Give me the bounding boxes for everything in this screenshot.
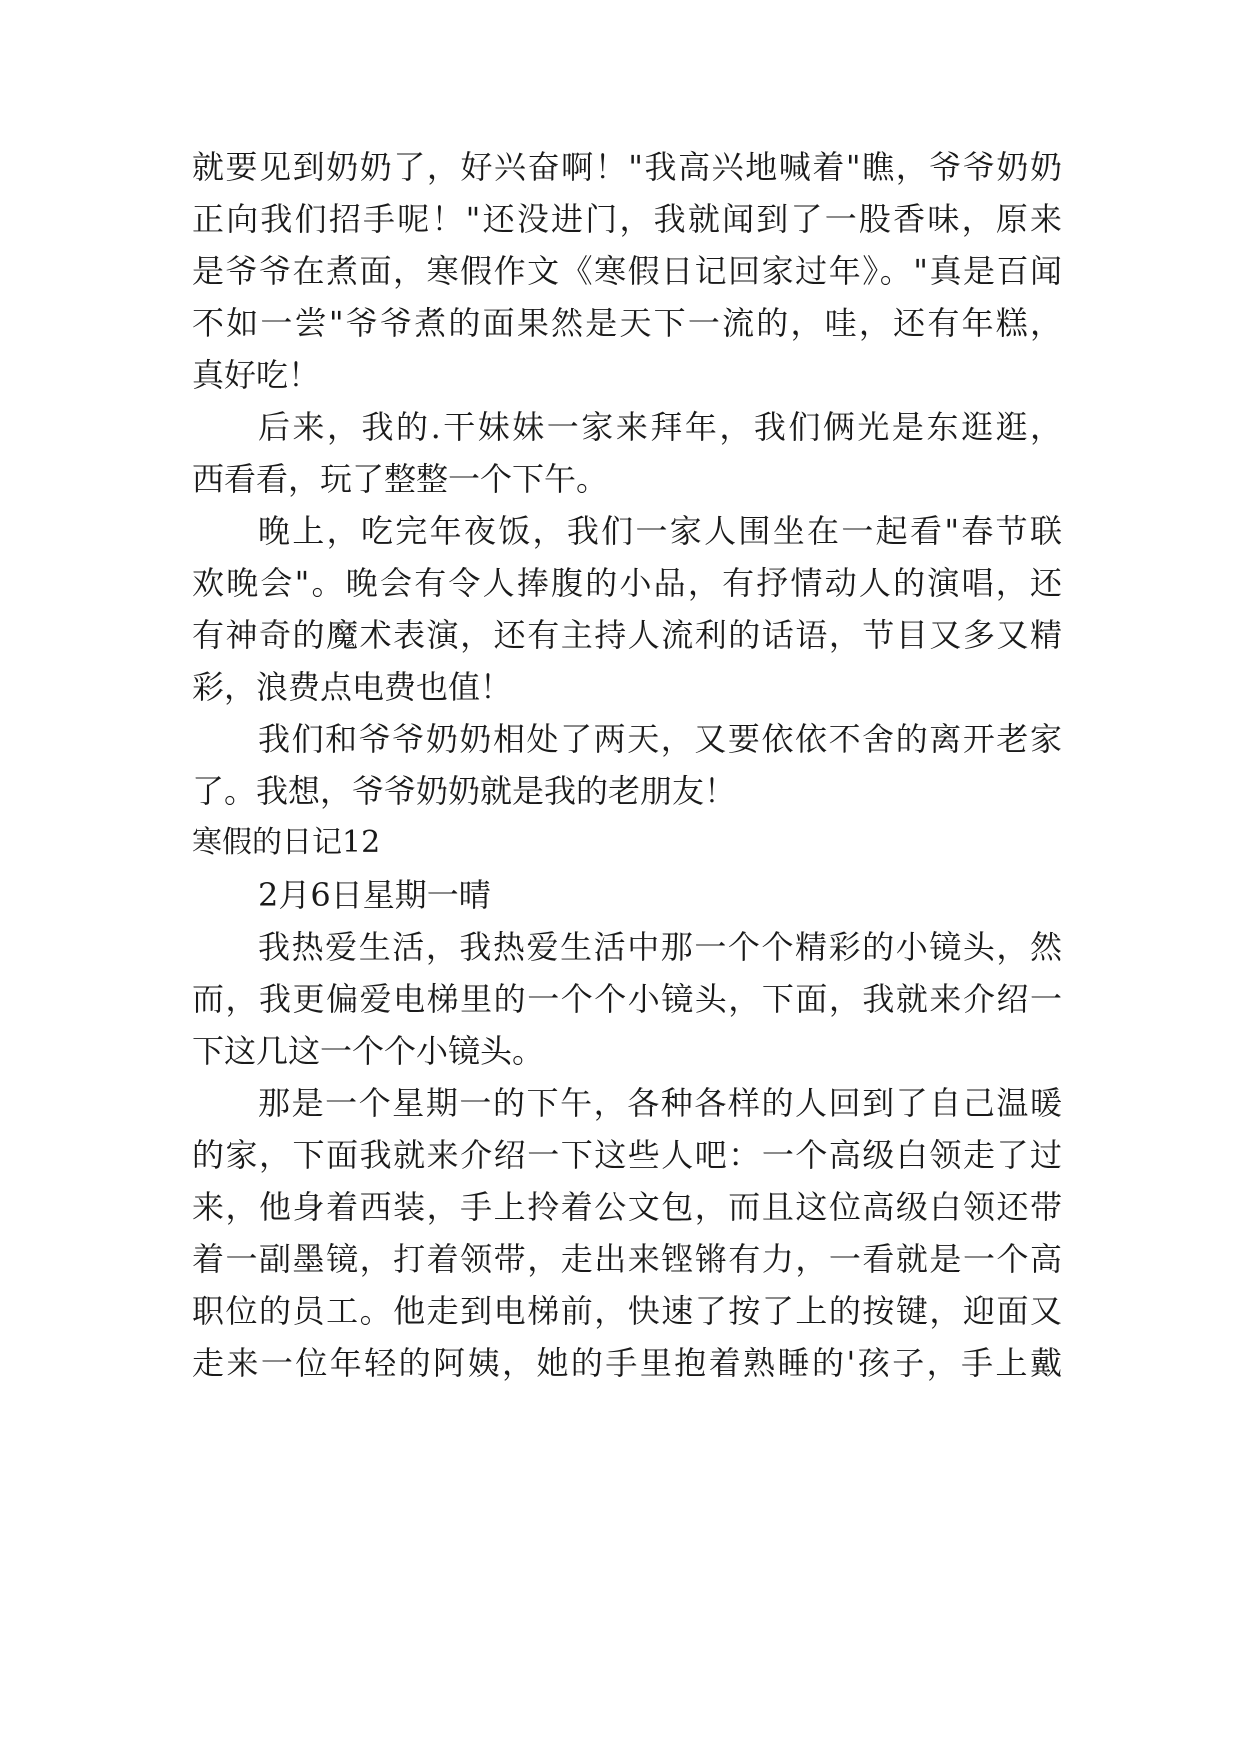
text-line: 了。我想，爷爷奶奶就是我的老朋友！ bbox=[192, 772, 737, 810]
text-line: 的家，下面我就来介绍一下这些人吧：一个高级白领走了过 bbox=[192, 1136, 1062, 1174]
text-line: 真好吃！ bbox=[192, 356, 321, 394]
text-line: 走来一位年轻的阿姨，她的手里抱着熟睡的'孩子，手上戴 bbox=[192, 1344, 1062, 1382]
paragraph-first-line: 晚上，吃完年夜饭，我们一家人围坐在一起看"春节联 bbox=[258, 512, 1062, 550]
text-line: 欢晚会"。晚会有令人捧腹的小品，有抒情动人的演唱，还 bbox=[192, 564, 1062, 602]
text-line: 下这几这一个个小镜头。 bbox=[192, 1032, 545, 1070]
text-line: 着一副墨镜，打着领带，走出来铿锵有力，一看就是一个高 bbox=[192, 1240, 1062, 1278]
text-line: 就要见到奶奶了，好兴奋啊！"我高兴地喊着"瞧，爷爷奶奶 bbox=[192, 148, 1062, 186]
text-line: 西看看，玩了整整一个下午。 bbox=[192, 460, 609, 498]
text-line: 职位的员工。他走到电梯前，快速了按了上的按键，迎面又 bbox=[192, 1292, 1062, 1330]
paragraph-first-line: 后来，我的.干妹妹一家来拜年，我们俩光是东逛逛， bbox=[258, 408, 1062, 446]
text-line: 彩，浪费点电费也值！ bbox=[192, 668, 513, 706]
text-line: 正向我们招手呢！"还没进门，我就闻到了一股香味，原来 bbox=[192, 200, 1062, 238]
text-line: 而，我更偏爱电梯里的一个个小镜头，下面，我就来介绍一 bbox=[192, 980, 1062, 1018]
paragraph-first-line: 那是一个星期一的下午，各种各样的人回到了自己温暖 bbox=[258, 1084, 1062, 1122]
text-line: 有神奇的魔术表演，还有主持人流利的话语，节目又多又精 bbox=[192, 616, 1062, 654]
paragraph-first-line: 我热爱生活，我热爱生活中那一个个精彩的小镜头，然 bbox=[258, 928, 1062, 966]
text-line: 不如一尝"爷爷煮的面果然是天下一流的，哇，还有年糕， bbox=[192, 304, 1062, 342]
paragraph-first-line: 我们和爷爷奶奶相处了两天，又要依依不舍的离开老家 bbox=[258, 720, 1062, 758]
text-line: 来，他身着西装，手上拎着公文包，而且这位高级白领还带 bbox=[192, 1188, 1062, 1226]
section-heading: 寒假的日记12 bbox=[192, 825, 381, 860]
text-line: 是爷爷在煮面，寒假作文《寒假日记回家过年》。"真是百闻 bbox=[192, 252, 1062, 290]
date-line: 2月6日星期一晴 bbox=[258, 876, 491, 914]
